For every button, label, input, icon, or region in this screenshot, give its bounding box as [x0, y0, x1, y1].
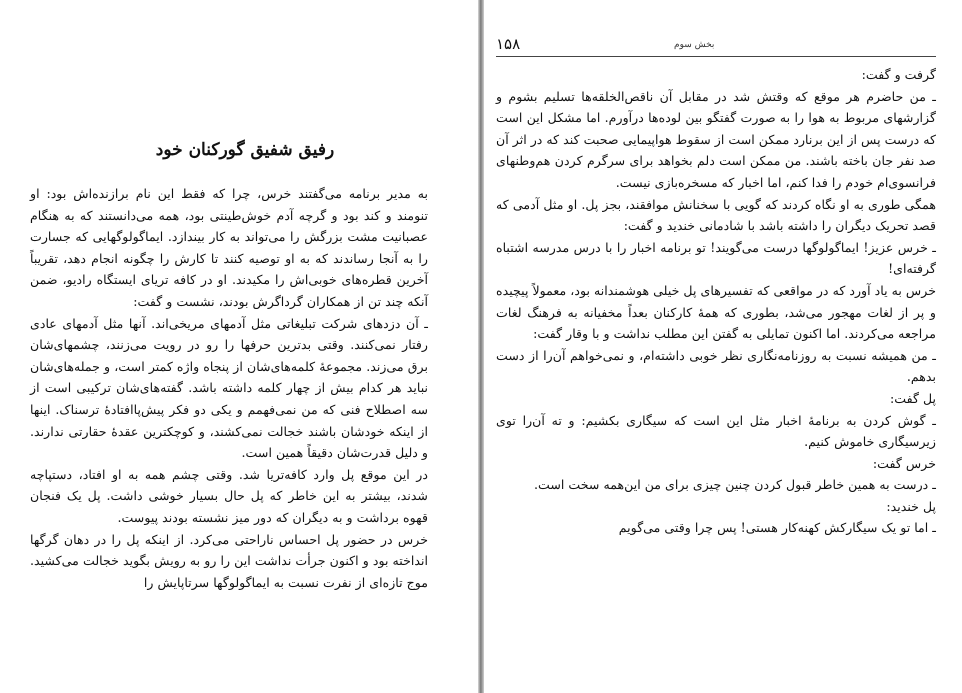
- paragraph: پل خندید:: [886, 498, 936, 514]
- paragraph: ـ درست به همین خاطر قبول کردن چنین چیزی برای من این‌همه سخت است.: [533, 477, 936, 493]
- paragraph: به مدیر برنامه می‌گفتند خرس، چرا که فقط این نام برازنده‌اش بود: او تنومند و کند بود و گرچه آدم خوش‌طینتی بود، همه می‌دانستند که به هنگام عصبانیت مشت بزرگش را می‌تواند به کار بیندازد. ایماگولوگهایی که جسارت را به آنجا رساندند که به او توصیه کنند تا کارش را چگونه انجام دهد، تقریباً آخرین قطره‌های خوبی‌اش را مکیدند. او در کافه تریای ایستگاه رادیو، ضمن آنکه چند تن از همکاران گرداگرش بودند، نشست و گفت:: [30, 186, 428, 309]
- page-number: ۱۵۸: [496, 35, 521, 53]
- left-page: [0, 0, 478, 693]
- paragraph: ـ من حاضرم هر موقع که وقتش شد در مقابل آن ناقص‌الخلقه‌ها تسلیم بشوم و گزارشهای مربوط به هوا را به صورت گفتگو بین لوده‌ها درآورم. اما مشکل این است که درست پس از این برنارد ممکن است از سقوط هواپیمایی صحبت کند که در اثر آن صد نفر جان باخته باشند. من ممکن است دلم بخواهد برای سرگرم کردن هم‌وطنهای فرانسوی‌ام خودم را فدا کنم، اما اخبار که مسخره‌بازی نیست.: [496, 88, 936, 190]
- chapter-title: رفیق شفیق گورکنان خود: [155, 140, 335, 160]
- paragraph: در این موقع پل وارد کافه‌تریا شد. وقتی چشم همه به او افتاد، دستپاچه شدند، بیشتر به این خاطر که پل حال بسیار خوشی داشت. پل یک فنجان قهوه برداشت و به دیگران که دور میز نشسته بودند پیوست.: [30, 466, 428, 525]
- left-page-body: [30, 183, 428, 593]
- paragraph: ـ اما تو یک سیگارکش کهنه‌کار هستی! پس چرا وقتی می‌گویم: [618, 520, 936, 536]
- paragraph: خرس گفت:: [872, 455, 936, 471]
- paragraph: گرفت و گفت:: [861, 67, 936, 82]
- paragraph: پل گفت:: [889, 390, 936, 406]
- paragraph: ـ آن دزدهای شرکت تبلیغاتی مثل آدمهای مریخی‌اند. آنها مثل آدمهای عادی رفتار نمی‌کنند. وقتی بدترین حرفها را رو در رویت می‌زنند، چشمهای‌شان برق می‌زند. مجموعهٔ کلمه‌های‌شان از پنجاه واژه کمتر است، و جمله‌های‌شان نباید هر کدام بیش از چهار کلمه داشته باشد. گفته‌های‌شان ترکیبی است از سه اصطلاح فنی که من نمی‌فهمم و یکی دو فکر پیش‌پاافتادهٔ ترسناک. اینها از اینکه خودشان باشند خجالت نمی‌کشند، و کوچکترین عقدهٔ حقارتی ندارند. و دلیل قدرت‌شان دقیقاً همین است.: [30, 315, 428, 461]
- running-head: بخش سوم: [674, 40, 715, 50]
- paragraph: ـ خرس عزیز! ایماگولوگها درست می‌گویند! تو برنامه اخبار را با درس مدرسه اشتباه گرفته‌ای!: [496, 239, 936, 277]
- right-page: [484, 0, 962, 693]
- paragraph: ـ من همیشه نسبت به روزنامه‌نگاری نظر خوبی داشته‌ام، و نمی‌خواهم آن‌را از دست بدهم.: [496, 347, 936, 385]
- paragraph: خرس در حضور پل احساس ناراحتی می‌کرد. از اینکه پل را در دهان گرگها انداخته بود و اکنون جرأت نداشت این را رو به رویش بگوید خجالت می‌کشید. موج تازه‌ای از نفرت نسبت به ایماگولوگها سرتاپایش را: [30, 531, 428, 590]
- paragraph: ـ گوش کردن به برنامهٔ اخبار مثل این است که سیگاری بکشیم: و ته آن‌را توی زیرسیگاری خاموش کنیم.: [496, 412, 936, 450]
- paragraph: همگی طوری به او نگاه کردند که گویی با سخنانش موافقند، بجز پل. او مثل آدمی که قصد تحریک دیگران را داشته باشد با شادمانی خندید و گفت:: [496, 196, 936, 234]
- paragraph: خرس به یاد آورد که در مواقعی که تفسیرهای پل خیلی هوشمندانه بود، معمولاً پیچیده و پر از لغات مهجور می‌شد، بطوری که همهٔ کارکنان بعداً مخفیانه به فرهنگ لغات مراجعه می‌کردند. اما اکنون تمایلی به گفتن این مطلب نداشت و با وقار گفت:: [496, 282, 936, 342]
- right-page-body: [496, 64, 936, 539]
- header-rule: [496, 56, 936, 57]
